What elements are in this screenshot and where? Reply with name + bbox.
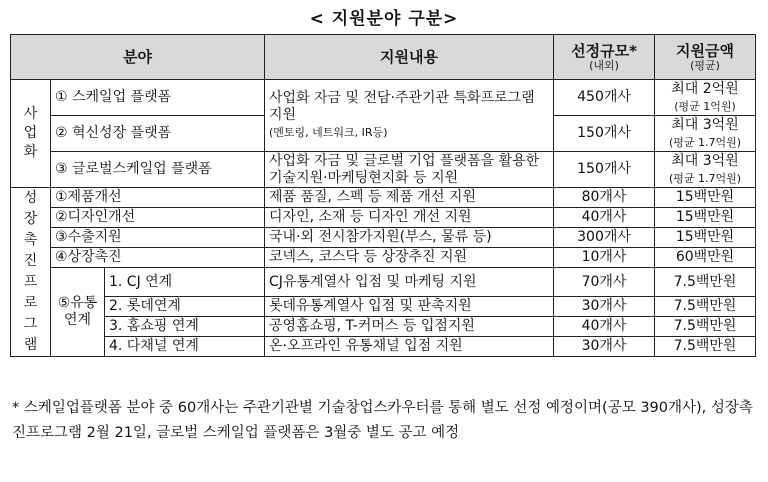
table-row [11, 317, 756, 337]
table-row [11, 248, 756, 268]
content-cell: CJ유통계열사 입점 및 마케팅 지원 [265, 268, 554, 297]
support-table [10, 34, 756, 357]
field-name: 1. CJ 연계 [105, 268, 265, 297]
field-name: ④상장촉진 [51, 248, 265, 268]
content-cell: 국내·외 전시참가지원(부스, 물류 등) [265, 228, 554, 248]
amount-cell: 15백만원 [655, 208, 756, 228]
amount-cell: 15백만원 [655, 188, 756, 208]
table-row [11, 228, 756, 248]
field-name: ②디자인개선 [51, 208, 265, 228]
scale-cell: 150개사 [554, 152, 655, 188]
content-cell: 온·오프라인 유통채널 입점 지원 [265, 337, 554, 357]
amount-cell: 15백만원 [655, 228, 756, 248]
amount-cell: 7.5백만원 [655, 297, 756, 317]
amount-cell: 60백만원 [655, 248, 756, 268]
field-name: 3. 홈쇼핑 연계 [105, 317, 265, 337]
scale-cell: 30개사 [554, 337, 655, 357]
page-title: < 지원분야 구분> [309, 9, 459, 29]
scale-cell: 150개사 [554, 116, 655, 152]
scale-cell: 300개사 [554, 228, 655, 248]
header-field: 분야 [11, 35, 265, 80]
content-cell: 롯데유통계열사 입점 및 판촉지원 [265, 297, 554, 317]
content-cell: 코넥스, 코스닥 등 상장추진 지원 [265, 248, 554, 268]
field-name: 2. 롯데연계 [105, 297, 265, 317]
table-row [11, 268, 756, 297]
table-row [11, 208, 756, 228]
content-cell: 디자인, 소재 등 디자인 개선 지원 [265, 208, 554, 228]
header-scale: 선정규모* (내외) [554, 35, 655, 80]
amount-cell: 7.5백만원 [655, 268, 756, 297]
content-cell: 제품 품질, 스펙 등 제품 개선 지원 [265, 188, 554, 208]
footnote: * 스케일업플랫폼 분야 중 60개사는 주관기관별 기술창업스카우터를 통해 별도 선정 예정이며(공모 390개사), 성장촉진프로그램 2월 21일, 글로벌 스케일업 플랫폼은 3월중 별도 공고 예정 [12, 400, 753, 441]
field-name: ③ 글로벌스케일업 플랫폼 [51, 152, 265, 188]
header-content: 지원내용 [265, 35, 554, 80]
amount-cell: 최대 2억원 (평균 1억원) [655, 80, 756, 116]
scale-cell: 70개사 [554, 268, 655, 297]
table-row [11, 188, 756, 208]
group-label-growth: 성장촉진프로그램 [11, 188, 51, 357]
field-name: 4. 다채널 연계 [105, 337, 265, 357]
field-name: ① 스케일업 플랫폼 [51, 80, 265, 116]
scale-cell: 30개사 [554, 297, 655, 317]
content-cell: 사업화 자금 및 전담·주관기관 특화프로그램 지원 (멘토링, 네트워크, IR등) [265, 80, 554, 152]
field-name: ①제품개선 [51, 188, 265, 208]
amount-cell: 최대 3억원 (평균 1.7억원) [655, 116, 756, 152]
table-row [11, 337, 756, 357]
field-name: ③수출지원 [51, 228, 265, 248]
field-name: ② 혁신성장 플랫폼 [51, 116, 265, 152]
amount-cell: 7.5백만원 [655, 317, 756, 337]
scale-cell: 40개사 [554, 208, 655, 228]
scale-cell: 450개사 [554, 80, 655, 116]
table-row [11, 152, 756, 188]
table-row [11, 80, 756, 116]
header-amount: 지원금액 (평균) [655, 35, 756, 80]
dist-label: ⑤유통연계 [51, 268, 105, 357]
amount-cell: 7.5백만원 [655, 337, 756, 357]
scale-cell: 80개사 [554, 188, 655, 208]
header-row [11, 35, 756, 80]
group-label-commercialization: 사업화 [11, 80, 51, 188]
amount-cell: 최대 3억원 (평균 1.7억원) [655, 152, 756, 188]
scale-cell: 40개사 [554, 317, 655, 337]
content-cell: 공영홈쇼핑, T-커머스 등 입점지원 [265, 317, 554, 337]
content-cell: 사업화 자금 및 글로벌 기업 플랫폼을 활용한 기술지원·마케팅현지화 등 지원 [265, 152, 554, 188]
table-row [11, 297, 756, 317]
scale-cell: 10개사 [554, 248, 655, 268]
